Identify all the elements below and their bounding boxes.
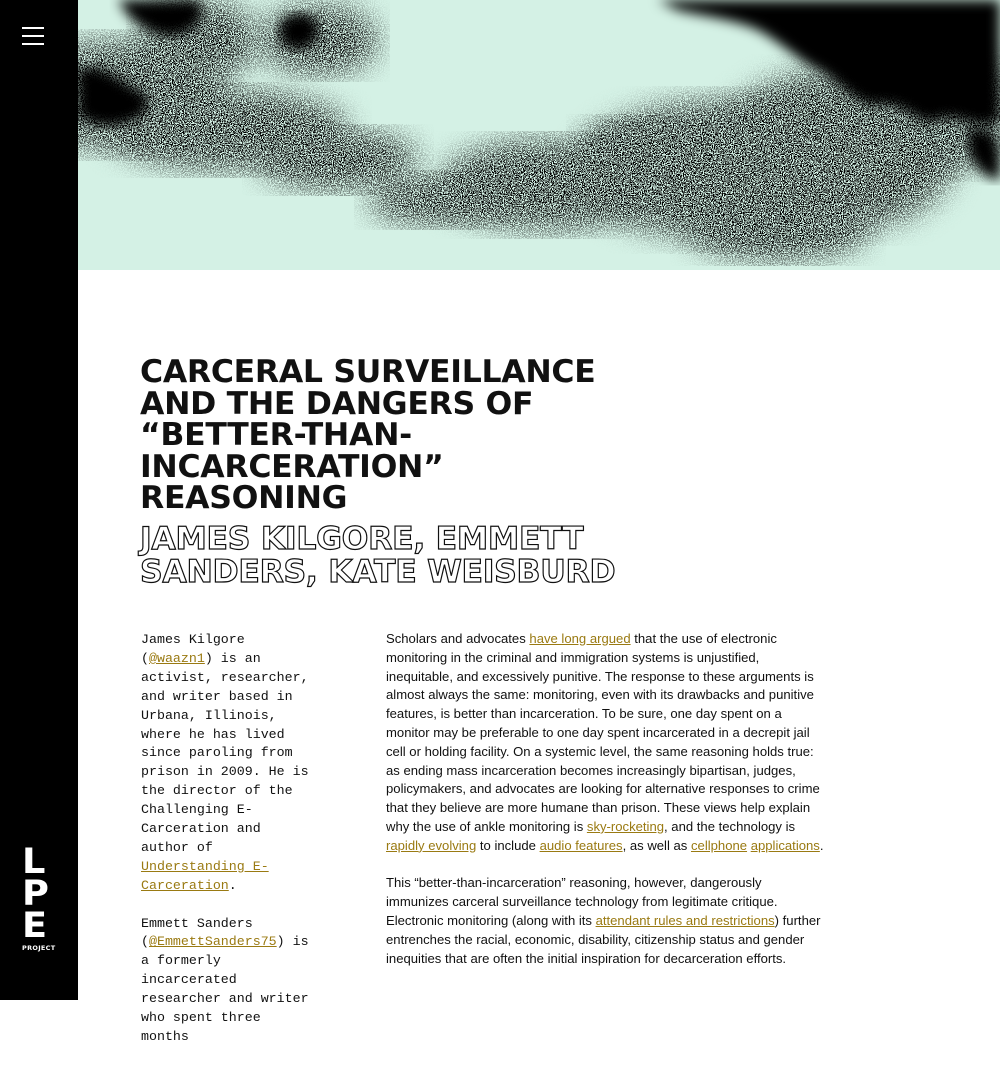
logo-letter-e: E — [22, 906, 48, 946]
logo-subtitle: PROJECT — [22, 944, 56, 952]
article-authors — [140, 520, 660, 590]
body-paragraph — [386, 874, 826, 968]
article-title — [140, 354, 660, 516]
bio-text: . — [228, 877, 237, 893]
bio-text: ( — [141, 934, 149, 950]
body-text: that the use of electronic monitoring in the criminal and immigration systems is unjustified, inequitable, and excessively punitive. The response to these arguments is almost always the same: monitoring, even with its drawbacks and punitive features, is better than incarceration. To be sure, one day spent on a monitor may be preferable to one day spent incarcerated in a decrepit jail cell or holding facility. On a systemic level, the same reasoning holds true: as ending mass incarceration becomes increasingly bipartisan, judges, policymakers, and advocates are looking for alternative responses to crime that they believe are more humane than prison. These views help explain why the use of ankle monitoring is — [386, 631, 820, 834]
book-link[interactable]: Understanding E-Carceration — [141, 858, 269, 893]
hamburger-menu-icon[interactable] — [22, 26, 44, 46]
bio-text: ) is an activist, researcher, and writer based in Urbana, Illinois, where he has lived since paroling from prison in 2009. He is the director of the Challenging E-Carceration and author of — [141, 650, 309, 855]
article-header — [140, 354, 660, 590]
bio-text: ( — [141, 650, 149, 666]
hero-image — [78, 0, 1000, 270]
twitter-handle-link[interactable]: @EmmettSanders75 — [148, 934, 277, 950]
lpe-project-logo[interactable] — [22, 842, 58, 952]
menu-bar — [22, 35, 44, 37]
inline-link-audio-features[interactable]: audio features — [539, 837, 623, 853]
body-text: . — [819, 837, 824, 853]
twitter-handle-link[interactable]: @waazn1 — [148, 650, 205, 666]
title-line: AND THE DANGERS OF — [140, 385, 534, 422]
menu-bar — [22, 43, 44, 45]
texture-blob — [368, 175, 508, 225]
body-text: ) further entrenches the racial, economic, disability, citizenship status and gender inequities that are often the initial inspiration for decarceration efforts. — [386, 912, 821, 966]
title-line: CARCERAL SURVEILLANCE — [140, 354, 596, 390]
title-line: “BETTER-THAN- — [140, 417, 412, 453]
body-text: This “better-than-incarceration” reasoning, however, dangerously immunizes carceral surveillance technology from legitimate critique. Electronic monitoring (along with its — [386, 875, 778, 928]
logo-letter-p: P — [22, 874, 49, 914]
body-text: to include — [476, 837, 540, 853]
texture-blob — [258, 5, 378, 75]
article-body — [386, 630, 826, 987]
bio-kilgore — [141, 631, 316, 896]
logo-letter-l: L — [22, 842, 46, 882]
sidebar — [0, 0, 78, 1000]
body-text: Scholars and advocates — [386, 631, 530, 646]
body-text: , as well as — [622, 837, 691, 853]
inline-link-cellphone[interactable]: cellphone — [690, 837, 748, 853]
title-line: INCARCERATION” REASONING — [140, 448, 444, 516]
menu-bar — [22, 27, 44, 29]
bio-name: Emmett Sanders — [141, 915, 253, 931]
bio-name: James Kilgore — [141, 632, 245, 647]
inline-link-rapidly-evolving[interactable]: rapidly evolving — [386, 837, 477, 853]
bio-sanders — [141, 915, 316, 1047]
texture-blob — [688, 200, 868, 260]
author-bios — [141, 631, 316, 1066]
bio-text: ) is a formerly incarcerated researcher and writer who spent three months — [141, 934, 309, 1045]
texture-blob — [578, 120, 698, 180]
inline-link-attendant-rules[interactable]: attendant rules and restrictions — [595, 912, 775, 928]
author-line: JAMES KILGORE, EMMETT — [140, 520, 584, 557]
body-paragraph — [386, 630, 826, 856]
inline-link-applications[interactable]: applications — [750, 837, 820, 853]
hero-texture-graphic — [78, 0, 1000, 270]
inline-link-sky-rocketing[interactable]: sky-rocketing — [586, 818, 665, 834]
author-line: SANDERS, KATE WEISBURD — [140, 553, 616, 590]
body-text: , and the technology is — [664, 818, 796, 834]
inline-link-have-long-argued[interactable]: have long argued — [529, 631, 631, 646]
